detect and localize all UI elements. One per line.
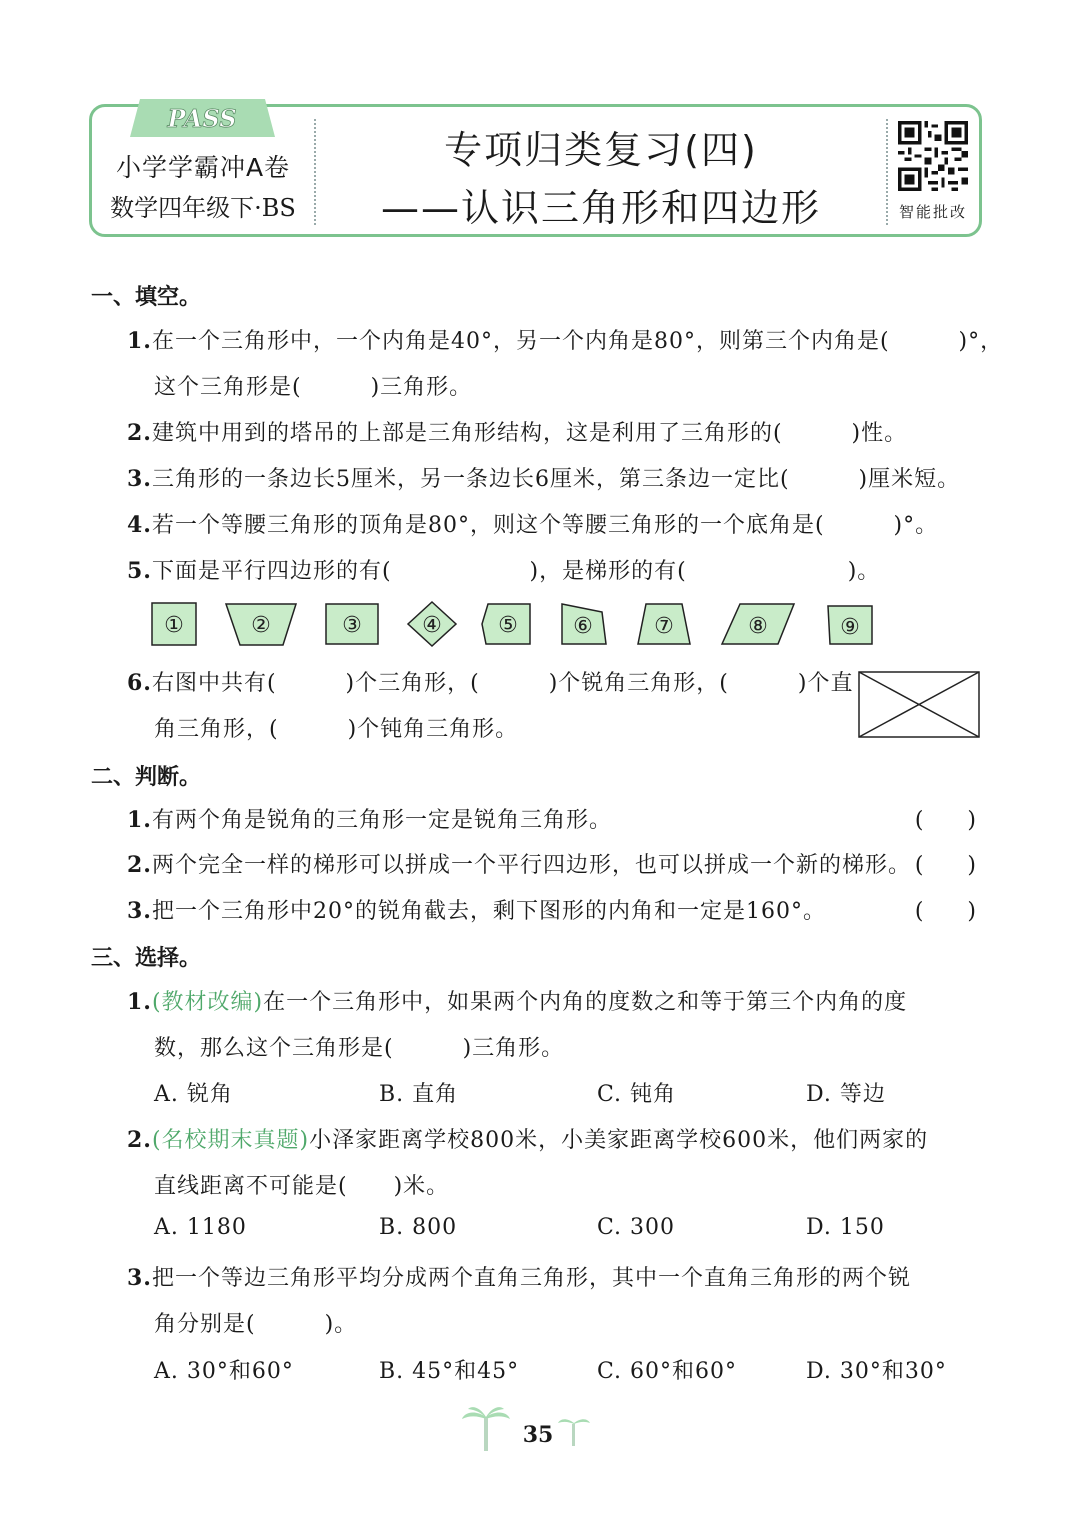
choice-question-2-cont: 直线距离不可能是( )米。 [154, 1174, 450, 1199]
shape-label-9: ⑨ [840, 615, 860, 640]
question-1-6 [127, 666, 853, 697]
question-number: 3. [127, 466, 152, 492]
question-number: 5. [127, 558, 152, 584]
brand-line1: 小学学霸冲A卷 [115, 153, 291, 182]
question-text: 小泽家距离学校800米，小美家距离学校600米，他们两家的 [309, 1128, 929, 1153]
question-number: 3. [127, 898, 152, 924]
shape-label-7: ⑦ [654, 614, 674, 639]
question-1-6-cont: 角三角形，( )个钝角三角形。 [154, 717, 519, 742]
question-text: 有两个角是锐角的三角形一定是锐角三角形。 [151, 808, 612, 833]
question-number: 2. [127, 420, 152, 446]
shape-label-1: ① [164, 613, 184, 638]
choice-question-2 [127, 1123, 928, 1154]
shape-row [150, 600, 880, 650]
option-d[interactable]: D. 30°和30° [806, 1359, 947, 1384]
question-number: 1. [127, 989, 152, 1015]
judge-question-1 [127, 803, 612, 834]
question-1-1-cont: 这个三角形是( )三角形。 [154, 375, 473, 400]
brand-line2: 数学四年级下·BS [110, 194, 296, 222]
option-d[interactable]: D. 等边 [806, 1082, 886, 1107]
shape-label-2: ② [251, 613, 271, 638]
question-number: 6. [127, 670, 152, 696]
question-number: 2. [127, 1127, 152, 1153]
shape-label-3: ③ [342, 613, 362, 638]
question-1-2 [127, 416, 907, 447]
section-heading-judge: 二、判断。 [91, 765, 202, 790]
section-heading-fill: 一、填空。 [91, 285, 202, 310]
option-a[interactable]: A. 1180 [154, 1215, 247, 1240]
answer-bracket[interactable]: ( ) [914, 808, 976, 833]
option-c[interactable]: C. 300 [597, 1215, 676, 1240]
question-number: 1. [127, 807, 152, 833]
pass-logo [130, 99, 275, 137]
choice-question-3-cont: 角分别是( )。 [154, 1312, 358, 1337]
question-text: 下面是平行四边形的有( )，是梯形的有( )。 [151, 559, 881, 584]
section-heading-choice: 三、选择。 [91, 946, 202, 971]
question-1-5 [127, 554, 880, 585]
question-text: 若一个等腰三角形的顶角是80°，则这个等腰三角形的一个底角是( )°。 [151, 513, 939, 538]
question-text: 三角形的一条边长5厘米，另一条边长6厘米，第三条边一定比( )厘米短。 [151, 467, 961, 492]
pass-logo-text: PASS [167, 104, 237, 133]
question-text: 把一个等边三角形平均分成两个直角三角形，其中一个直角三角形的两个锐 [151, 1266, 911, 1291]
divider [886, 119, 888, 225]
question-1-1 [127, 324, 1003, 355]
option-b[interactable]: B. 800 [379, 1215, 458, 1240]
page-title: 专项归类复习(四) [444, 128, 758, 172]
question-number: 1. [127, 328, 152, 354]
judge-question-2 [127, 848, 911, 879]
option-a[interactable]: A. 30°和60° [154, 1359, 294, 1384]
option-b[interactable]: B. 直角 [379, 1082, 459, 1107]
header-box [89, 104, 982, 237]
page-number: 35 [522, 1422, 554, 1448]
question-tag: (名校期末真题) [151, 1128, 310, 1153]
option-b[interactable]: B. 45°和45° [379, 1359, 520, 1384]
page-subtitle: ——认识三角形和四边形 [380, 186, 821, 230]
divider [314, 119, 316, 225]
judge-question-3 [127, 894, 826, 925]
question-1-4 [127, 508, 938, 539]
choice-question-1-cont: 数，那么这个三角形是( )三角形。 [154, 1036, 565, 1061]
option-c[interactable]: C. 钝角 [597, 1082, 677, 1107]
qr-code-icon[interactable] [898, 121, 968, 191]
question-text: 右图中共有( )个三角形，( )个锐角三角形，( )个直 [151, 671, 854, 696]
question-number: 3. [127, 1265, 152, 1291]
answer-bracket[interactable]: ( ) [914, 899, 976, 924]
shape-label-6: ⑥ [573, 614, 593, 639]
option-a[interactable]: A. 锐角 [154, 1082, 233, 1107]
question-number: 4. [127, 512, 152, 538]
shape-label-4: ④ [422, 613, 442, 638]
choice-question-1 [127, 985, 907, 1016]
option-c[interactable]: C. 60°和60° [597, 1359, 738, 1384]
question-tag: (教材改编) [151, 990, 264, 1015]
question-1-3 [127, 462, 960, 493]
shape-label-8: ⑧ [748, 614, 768, 639]
choice-question-3 [127, 1261, 911, 1292]
qr-label: 智能批改 [898, 203, 967, 221]
question-text: 两个完全一样的梯形可以拼成一个平行四边形，也可以拼成一个新的梯形。 [151, 853, 911, 878]
option-d[interactable]: D. 150 [806, 1215, 885, 1240]
question-text: 在一个三角形中，一个内角是40°，另一个内角是80°，则第三个内角是( )°， [151, 329, 1004, 354]
question-number: 2. [127, 852, 152, 878]
answer-bracket[interactable]: ( ) [914, 853, 976, 878]
brand [92, 151, 314, 227]
rectangle-diagonals-figure [858, 671, 980, 738]
question-text: 把一个三角形中20°的锐角截去，剩下图形的内角和一定是160°。 [151, 899, 826, 924]
shape-label-5: ⑤ [498, 613, 518, 638]
question-text: 建筑中用到的塔吊的上部是三角形结构，这是利用了三角形的( )性。 [151, 421, 908, 446]
question-text: 在一个三角形中，如果两个内角的度数之和等于第三个内角的度 [263, 990, 908, 1015]
